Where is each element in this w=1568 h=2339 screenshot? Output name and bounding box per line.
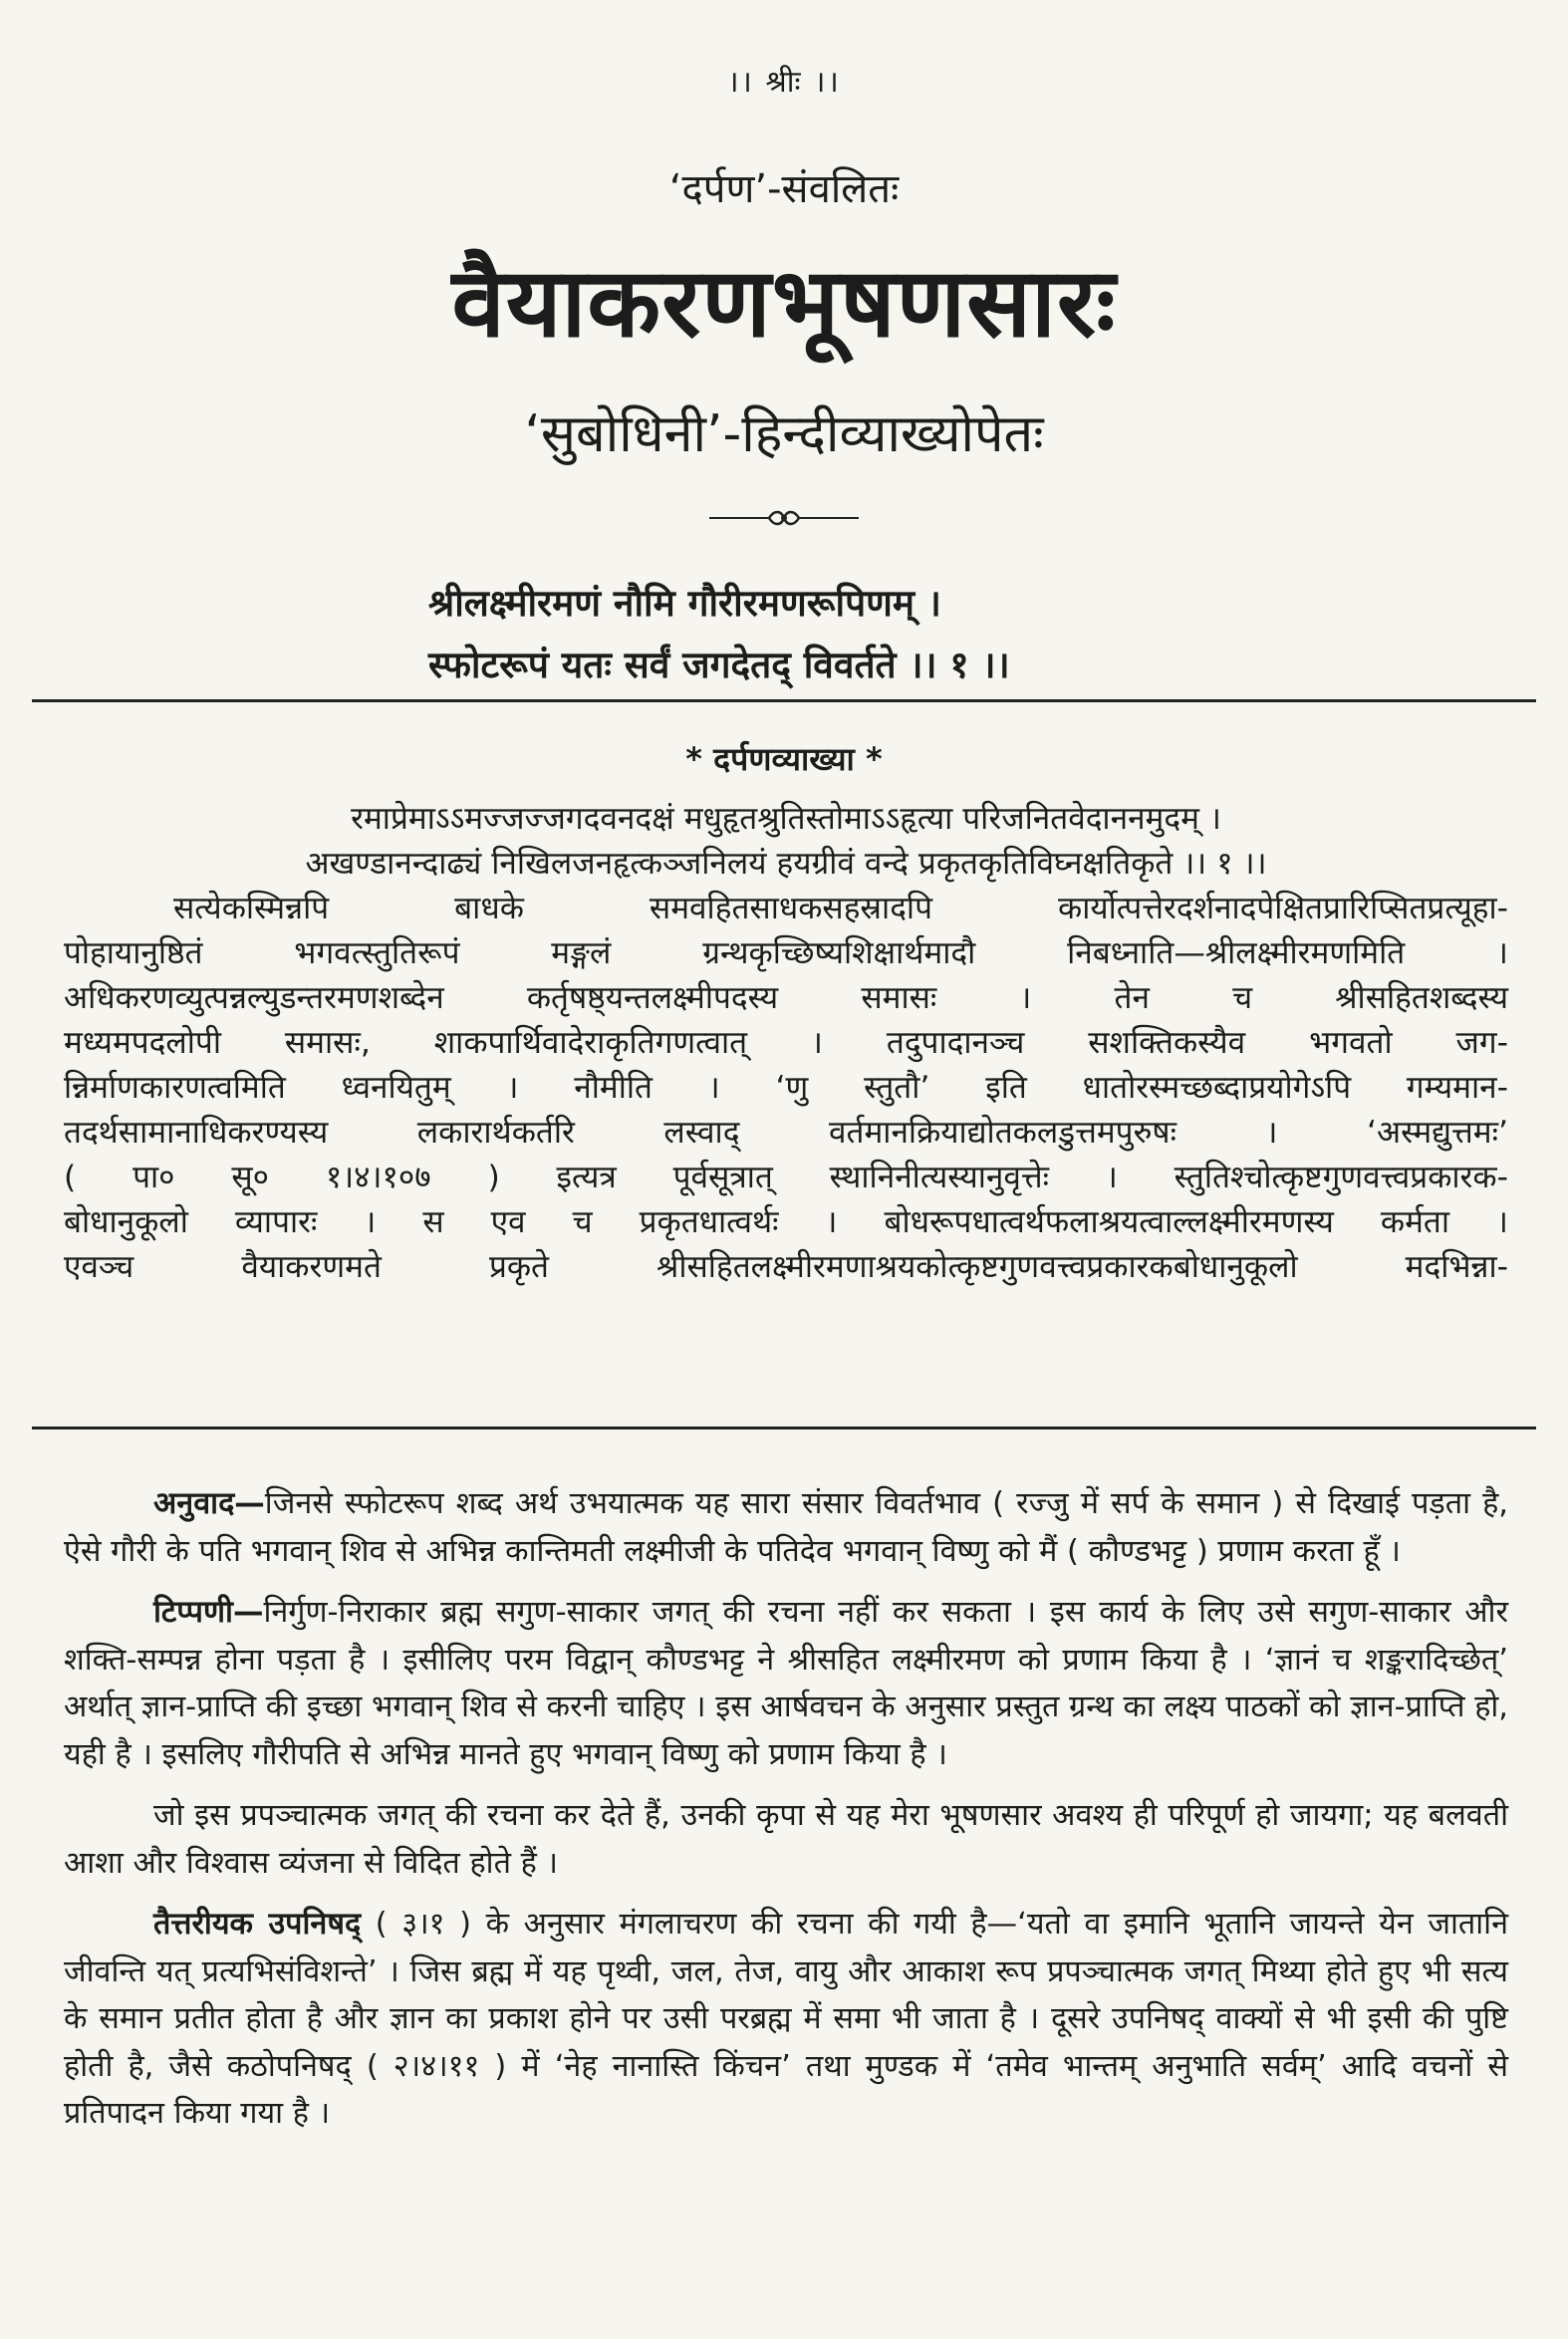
translation-text: जिनसे स्फोटरूप शब्द अर्थ उभयात्मक यह सारा संसार विवर्तभाव ( रज्जु में सर्प के समान ) से दिखाई पड़ता है, ऐसे गौरी के पति भगवान् शिव से अभिन्न कान्तिमती लक्ष्मीजी के पतिदेव भगवान् विष्णु को मैं ( कौण्डभट्ट ) प्रणाम करता हूँ । xyxy=(64,1486,1508,1569)
verse-line-2: स्फोटरूपं यतः सर्वं जगदेतद् विवर्तते ।। १ ।। xyxy=(428,644,1010,686)
commentary-line: बोधानुकूलो व्यापारः । स एव च प्रकृतधात्वर्थः । बोधरूपधात्वर्थफलाश्रयत्वाल्लक्ष्मीरमणस्य कर्मता । xyxy=(64,1204,1508,1240)
ornament-divider-icon xyxy=(0,508,1568,532)
sanskrit-commentary xyxy=(64,797,1508,1290)
upanishad-paragraph xyxy=(64,1901,1508,2138)
note-paragraph xyxy=(64,1589,1508,1778)
translation-label: अनुवाद— xyxy=(153,1486,265,1521)
commentary-line: अधिकरणव्युत्पन्नल्युडन्तरमणशब्देन कर्तृषष्ठ्यन्तलक्ष्मीपदस्य समासः । तेन च श्रीसहितशब्दस्य xyxy=(64,980,1508,1016)
mangala-line-2: अखण्डानन्दाढ्यं निखिलजनहृत्कञ्जनिलयं हयग्रीवं वन्दे प्रकृतकृतिविघ्नक्षतिकृते ।। १ ।। xyxy=(305,846,1267,882)
commentary-line: ( पा० सू० १।४।१०७ ) इत्यत्र पूर्वसूत्रात् स्थानिनीत्यस्यानुवृत्तेः । स्तुतिश्चोत्कृष्टगुणवत्त्वप्रकारक- xyxy=(64,1160,1508,1195)
note-text: निर्गुण-निराकार ब्रह्म सगुण-साकार जगत् की रचना नहीं कर सकता । इस कार्य के लिए उसे सगुण-साकार और शक्ति-सम्पन्न होना पड़ता है । इसीलिए परम विद्वान् कौण्डभट्ट ने श्रीसहित लक्ष्मीरमण को प्रणाम किया है । ‘ज्ञानं च शङ्करादिच्छेत्’ अर्थात् ज्ञान-प्राप्ति की इच्छा भगवान् शिव से करनी चाहिए । इस आर्षवचन के अनुसार प्रस्तुत ग्रन्थ का लक्ष्य पाठकों को ज्ञान-प्राप्ति हो, यही है । इसलिए गौरीपति से अभिन्न मानते हुए भगवान् विष्णु को प्रणाम किया है । xyxy=(64,1595,1508,1772)
page-title: वैयाकरणभूषणसारः xyxy=(451,247,1117,359)
paragraph: जो इस प्रपञ्चात्मक जगत् की रचना कर देते हैं, उनकी कृपा से यह मेरा भूषणसार अवश्य ही परिपूर्ण हो जायगा; यह बलवती आशा और विश्वास व्यंजना से विदित होते हैं । xyxy=(64,1798,1508,1881)
translation-paragraph xyxy=(64,1480,1508,1575)
mangala-line-1: रमाप्रेमाऽऽमज्जज्जगदवनदक्षं मधुहृतश्रुतिस्तोमाऽऽहृत्या परिजनितवेदाननमुदम् । xyxy=(351,801,1221,837)
commentary-line: पोहायानुष्ठितं भगवत्स्तुतिरूपं मङ्गलं ग्रन्थकृच्छिष्यशिक्षार्थमादौ निबध्नाति—श्रीलक्ष्मीरमणमिति । xyxy=(64,935,1508,971)
commentary-heading: * दर्पणव्याख्या * xyxy=(685,740,883,778)
divider xyxy=(32,1427,1536,1429)
commentary-name: ‘सुबोधिनी’-हिन्दीव्याख्योपेतः xyxy=(524,404,1044,464)
upanishad-text: ( ३।१ ) के अनुसार मंगलाचरण की रचना की गयी है—‘यतो वा इमानि भूतानि जायन्ते येन जातानि जीवन्ति यत् प्रत्यभिसंविशन्ते’ । जिस ब्रह्म में यह पृथ्वी, जल, तेज, वायु और आकाश रूप प्रपञ्चात्मक जगत् मिथ्या होते हुए भी सत्य के समान प्रतीत होता है और ज्ञान का प्रकाश होने पर उसी परब्रह्म में समा भी जाता है । दूसरे उपनिषद् वाक्यों से भी इसी की पुष्टि होती है, जैसे कठोपनिषद् ( २।४।११ ) में ‘नेह नानास्ति किंचन’ तथा मुण्डक में ‘तमेव भान्तम् अनुभाति सर्वम्’ आदि वचनों से प्रतिपादन किया गया है । xyxy=(64,1907,1508,2131)
divider xyxy=(32,699,1536,702)
invocation: ।। श्रीः ।। xyxy=(727,65,841,100)
hindi-explanation xyxy=(64,1480,1508,2148)
commentary-line: न्निर्माणकारणत्वमिति ध्वनयितुम् । नौमीति । ‘णु स्तुतौ’ इति धातोरस्मच्छब्दाप्रयोगेऽपि गम्यमान- xyxy=(64,1070,1508,1106)
commentary-line: तदर्थसामानाधिकरण्यस्य लकारार्थकर्तरि लस्वाद् वर्तमानक्रियाद्योतकलडुत्तमपुरुषः । ‘अस्मद्युत्तमः’ xyxy=(64,1115,1508,1151)
verse-line-1: श्रीलक्ष्मीरमणं नौमि गौरीरमणरूपिणम् । xyxy=(428,582,941,625)
commentary-line: सत्येकस्मिन्नपि बाधके समवहितसाधकसहस्रादपि कार्योत्पत्तेरदर्शनादपेक्षितप्रारिप्सितप्रत्यूहा- xyxy=(173,891,1508,926)
upanishad-label: तैत्तरीयक उपनिषद् xyxy=(153,1907,362,1942)
commentary-line: एवञ्च वैयाकरणमते प्रकृते श्रीसहितलक्ष्मीरमणाश्रयकोत्कृष्टगुणवत्त्वप्रकारकबोधानुकूलो मदभिन्ना- xyxy=(64,1249,1508,1285)
subtitle: ‘दर्पण’-संवलितः xyxy=(668,166,900,212)
commentary-line: मध्यमपदलोपी समासः, शाकपार्थिवादेराकृतिगणत्वात् । तदुपादानञ्च सशक्तिकस्यैव भगवतो जग- xyxy=(64,1025,1508,1061)
note-label: टिप्पणी— xyxy=(153,1595,264,1630)
